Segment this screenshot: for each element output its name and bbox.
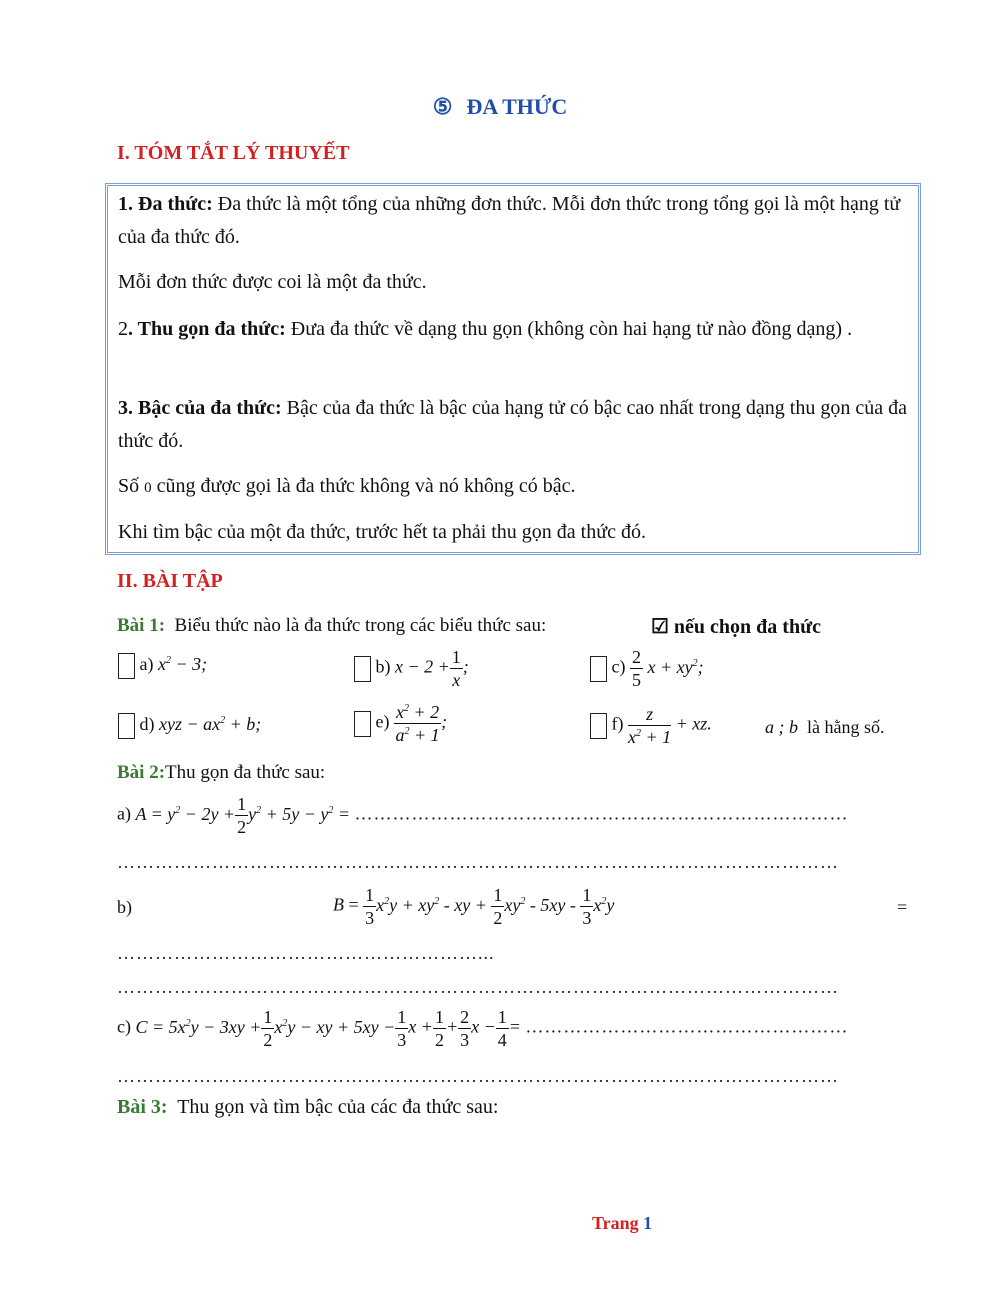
option-a[interactable]: a) $x^2 - 3$; — [118, 653, 207, 679]
answer-line-b2[interactable]: …………………………………………………………………………………………………… — [117, 977, 839, 997]
section-theory-heading: I. TÓM TẮT LÝ THUYẾT — [117, 142, 350, 164]
section-exercises-heading: II. BÀI TẬP — [117, 570, 223, 592]
option-c[interactable]: c) $\frac{2}{5}$ $x + xy^2$; — [590, 648, 704, 689]
theory-box — [105, 183, 921, 555]
bai2-c: c) $C = 5x^2y - 3xy$ + $\frac{1}{2}$ $x^2y$ − xy + 5xy − $\frac{1}{3}$ x + $\frac{1}{2}$ + $\frac{2}{3}$ x − $\frac{1}{4}$ = …………………………………………… — [117, 1007, 849, 1050]
title-text: ĐA THỨC — [466, 94, 568, 119]
bai2-b-expr: B = $\frac{1}{3}$ $x^2y + xy^2$ - xy + $\frac{1}{2}$ $xy^2 - 5xy$ - $\frac{1}{3}$ $x^2y$ — [333, 885, 615, 928]
theory-p6: Khi tìm bậc của một đa thức, trước hết ta phải thu gọn đa thức đó. — [118, 521, 646, 543]
option-b[interactable]: b) x − 2 + $\frac{1}{x}$ ; — [354, 648, 469, 689]
bai2-b-label: b) — [117, 897, 132, 917]
checkbox-f[interactable] — [590, 713, 607, 739]
bai3-header: Bài 3: Thu gọn và tìm bậc của các đa thức sau: — [117, 1096, 499, 1118]
page-footer: Trang 1 — [592, 1213, 653, 1233]
answer-line-c[interactable]: …………………………………………………………………………………………………… — [117, 1066, 839, 1086]
circled-number: ⑤ — [432, 94, 453, 119]
constants-note: a ; b là hằng số. — [765, 717, 885, 737]
checkbox-b[interactable] — [354, 656, 371, 682]
option-e[interactable]: e) $\frac{x^2 + 2}{a^2 + 1}$ ; — [354, 703, 447, 744]
bai1-header: Bài 1: Biểu thức nào là đa thức trong các biểu thức sau: — [117, 615, 547, 636]
checkbox-a[interactable] — [118, 653, 135, 679]
answer-line-b1[interactable]: …………………………………………………... — [117, 943, 495, 963]
option-d[interactable]: d) xyz − $ax^2 + b$; — [118, 713, 261, 739]
answer-line-a[interactable]: …………………………………………………………………………………………………… — [117, 852, 839, 872]
theory-p1: 1. Đa thức: Đa thức là một tổng của những đơn thức. Mỗi đơn thức trong tổng gọi là một hạng tử của đa thức đó. — [118, 193, 901, 248]
theory-p4: 3. Bậc của đa thức: Bậc của đa thức là bậc của hạng tử có bậc cao nhất trong dạng thu gọn của đa thức đó. — [118, 397, 907, 452]
checkbox-c[interactable] — [590, 656, 607, 682]
theory-p2: Mỗi đơn thức được coi là một đa thức. — [118, 271, 427, 293]
bai2-header: Bài 2:Thu gọn đa thức sau: — [117, 762, 326, 783]
option-f[interactable]: f) $\frac{z}{x^2 + 1}$ + xz. — [590, 705, 712, 746]
theory-p5: Số 0 cũng được gọi là đa thức không và nó không có bậc. — [118, 475, 576, 497]
checkbox-e[interactable] — [354, 711, 371, 737]
bai2-b-equals: = — [897, 897, 908, 917]
bai2-a: a) $A = y^2 - 2y$ + $\frac{1}{2}$ $y^2 + 5y - y^2$ = …………………………………………………………………… — [117, 794, 849, 837]
page-title — [0, 94, 1000, 120]
checkbox-d[interactable] — [118, 713, 135, 739]
theory-p3: 2. Thu gọn đa thức: Đưa đa thức về dạng thu gọn (không còn hai hạng tử nào đồng dạng) . — [118, 318, 853, 340]
bai1-hint: ☑ nếu chọn đa thức — [651, 616, 821, 638]
